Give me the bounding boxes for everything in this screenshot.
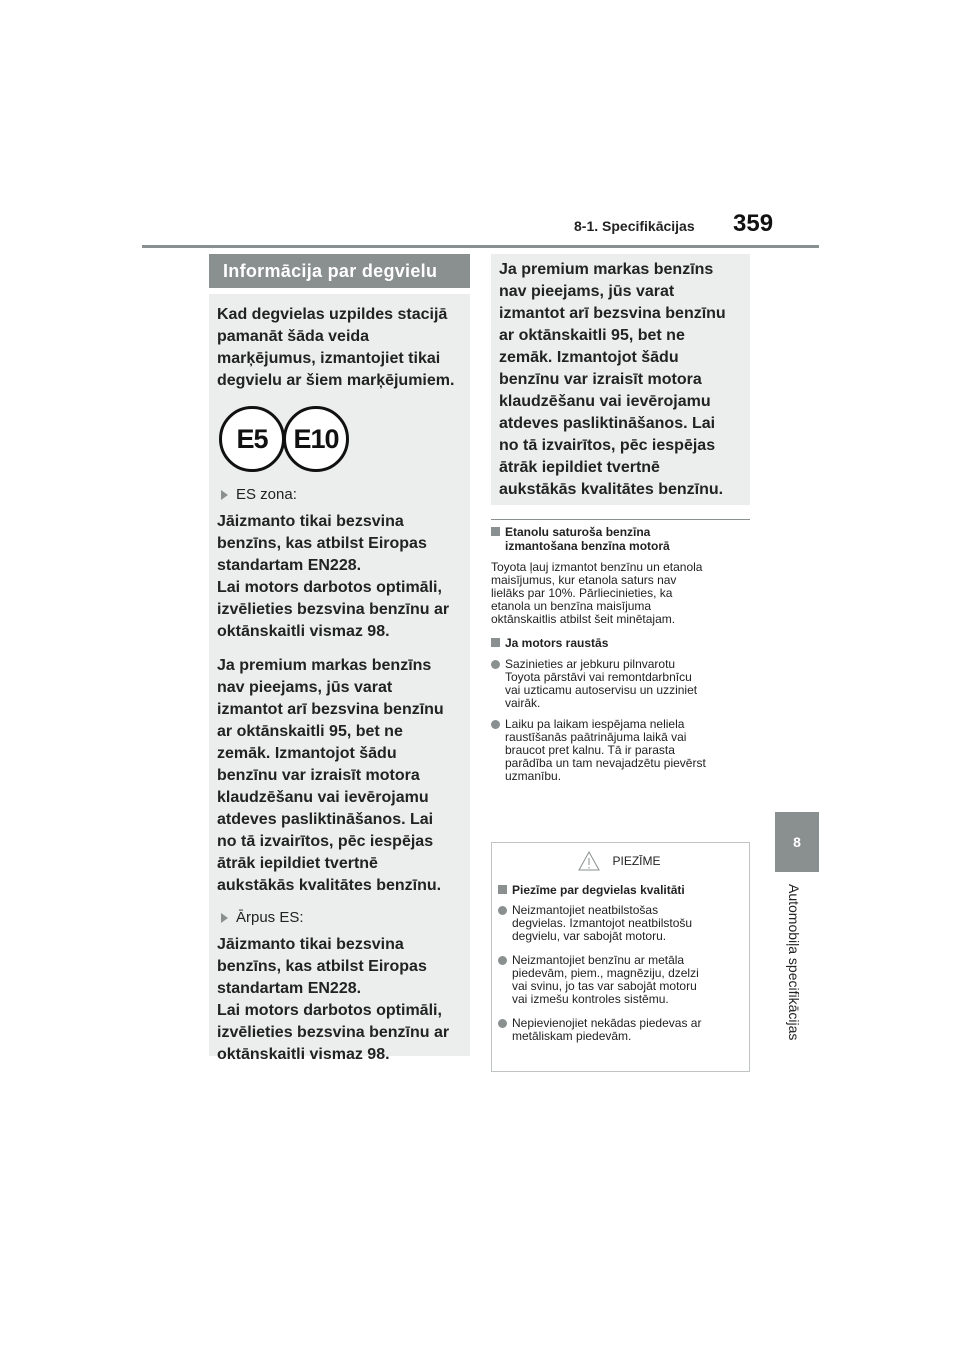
circle-bullet-icon [491,660,500,669]
triangle-bullet-icon [221,490,228,500]
chapter-tab: 8 [775,812,819,872]
premium-text: Ja premium markas benzīns nav pieejams, jūs varat izmantot arī bezsvina benzīnu ar oktānskaitli 95, bet ne zemāk. Izmantojot šādu benzīnu var izraisīt motora klaudzēšanu vai ievērojamu atdeves pasliktināšanos. Lai no tā izvairītos, pēc iespējas ātrāk iepildiet tvertnē aukstākās kvalitātes benzīnu. [217,657,444,894]
e10-logo: E10 [283,406,349,472]
square-bullet-icon [498,885,507,894]
page-number: 359 [733,210,774,237]
knock-item: Laiku pa laikam iespējama neliela raustīšanās paātrinājuma laikā vai braucot pret kalnu. Tā ir parasta parādība un tam nevajadzētu pievērst uzmanību. [491,718,750,783]
section-title: Informācija par degvielu [209,254,470,288]
outside-eu-text: Jāizmanto tikai bezsvina benzīns, kas atbilst Eiropas standartam EN228. Lai motors darbotos optimāli, izvēlieties bezsvina benzīnu ar oktānskaitli vismaz 98. [217,936,450,1063]
outside-eu-item [209,909,470,926]
section-heading: 8-1. Specifikācijas [574,218,695,234]
e5-logo: E5 [219,406,285,472]
ethanol-heading: Etanolu saturoša benzīna izmantošana benzīna motorā [491,525,750,553]
notice-label: PIEZĪME [612,854,661,868]
outside-eu-label: Ārpus ES: [236,909,304,926]
eu-zone-label: ES zona: [236,486,297,503]
chapter-label: Automobiļa specifikācijas [786,884,802,1041]
square-bullet-icon [491,527,500,536]
warning-icon [578,851,600,871]
circle-bullet-icon [498,956,507,965]
triangle-bullet-icon [221,913,228,923]
premium-box [491,254,750,505]
notice-item: Nepievienojiet nekādas piedevas ar metāliskam piedevām. [498,1017,741,1043]
right-column [491,519,750,783]
fuel-info-box [209,294,470,1063]
notice-box [491,842,750,1072]
notice-header [498,851,741,871]
notice-item: Neizmantojiet benzīnu ar metāla piedevām, piem., magnēziju, dzelzi vai svinu, jo tas var sabojāt motoru vai izmešu kontroles sistēmu. [498,954,741,1006]
right-divider [491,519,750,520]
knock-heading: Ja motors raustās [491,636,750,650]
knock-item: Sazinieties ar jebkuru pilnvarotu Toyota pārstāvi vai remontdarbnīcu vai uzticamu autoservisu un uzziniet vairāk. [491,658,750,710]
notice-heading: Piezīme par degvielas kvalitāti [498,883,741,897]
circle-bullet-icon [491,720,500,729]
circle-bullet-icon [498,1019,507,1028]
notice-item: Neizmantojiet neatbilstošas degvielas. Izmantojot neatbilstošu degvielu, var sabojāt motoru. [498,904,741,943]
square-bullet-icon [491,638,500,647]
ethanol-text: Toyota ļauj izmantot benzīnu un etanola maisījumus, kur etanola saturs nav lielāks par 10%. Pārliecinieties, ka etanola un benzīna maisījuma oktānskaitlis atbilst šeit minētajam. [491,560,703,626]
premium-box-text: Ja premium markas benzīns nav pieejams, jūs varat izmantot arī bezsvina benzīnu ar oktānskaitli 95, bet ne zemāk. Izmantojot šādu benzīnu var izraisīt motora klaudzēšanu vai ievērojamu atdeves pasliktināšanos. Lai no tā izvairītos, pēc iespējas ātrāk iepildiet tvertnē aukstākās kvalitātes benzīnu. [499,261,726,498]
intro-text: Kad degvielas uzpildes stacijā pamanāt šāda veida marķējumus, izmantojiet tikai degvielu ar šiem marķējumiem. [217,306,455,389]
fuel-logos [217,406,470,474]
header-divider [142,245,819,248]
circle-bullet-icon [498,906,507,915]
eu-zone-item [209,486,470,503]
eu-zone-text: Jāizmanto tikai bezsvina benzīns, kas atbilst Eiropas standartam EN228. Lai motors darbotos optimāli, izvēlieties bezsvina benzīnu ar oktānskaitli vismaz 98. [217,513,450,640]
